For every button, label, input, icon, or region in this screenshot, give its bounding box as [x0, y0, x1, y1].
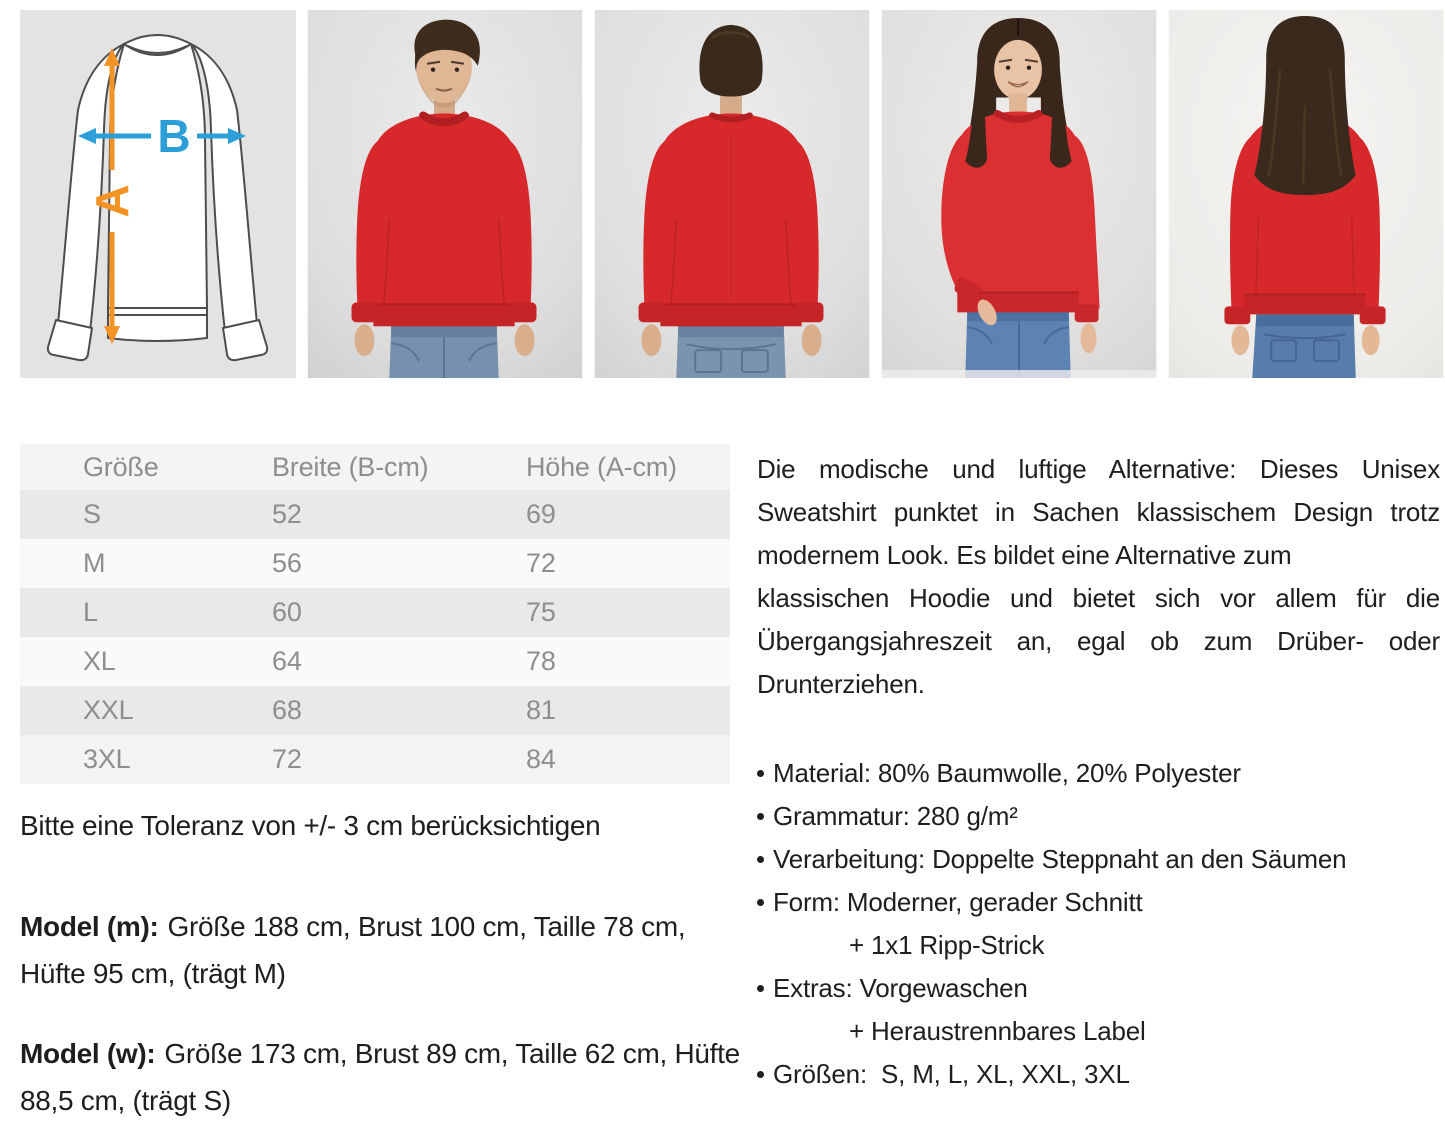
model-info-male [20, 903, 752, 997]
size-diagram [20, 10, 296, 378]
col-header-size: Größe [83, 452, 159, 482]
detail-item-extras: Extras: Vorgewaschen [757, 967, 1440, 1010]
product-description-column [757, 448, 1440, 1096]
size-row-l [20, 588, 730, 637]
size-row-xl [20, 637, 730, 686]
width-cell: 56 [272, 548, 302, 578]
product-image-strip [20, 10, 1444, 378]
height-cell: 72 [526, 548, 556, 578]
model-female-text: Größe 173 cm, Brust 89 cm, Taille 62 cm, Hüfte 88,5 cm, (trägt S) [20, 1038, 740, 1116]
size-row-3xl [20, 735, 730, 784]
photo-male-back-graphic [594, 10, 870, 378]
bullet-dot [757, 899, 764, 906]
description-line: Übergangsjahreszeit an, egal ob zum Drüber- oder [757, 626, 1440, 656]
size-cell: S [83, 499, 101, 529]
photo-female-back-graphic [1168, 10, 1444, 378]
bullet-dot [757, 985, 764, 992]
model-male-label: Model (m): [20, 911, 159, 942]
description-line: Sweatshirt punktet in Sachen klassischem Design trotz [757, 497, 1440, 527]
height-cell: 81 [526, 695, 556, 725]
size-cell: 3XL [83, 744, 131, 774]
size-row-s [20, 490, 730, 539]
model-female-label: Model (w): [20, 1038, 156, 1069]
size-cell: L [83, 597, 98, 627]
description-line: Die modische und luftige Alternative: Dieses Unisex [757, 454, 1440, 484]
bullet-dot [757, 1071, 764, 1078]
size-table-header [20, 444, 730, 490]
height-cell: 69 [526, 499, 556, 529]
bullet-dot [757, 770, 764, 777]
height-cell: 75 [526, 597, 556, 627]
photo-female-back [1168, 10, 1444, 378]
width-cell: 64 [272, 646, 302, 676]
bullet-dot [757, 813, 764, 820]
height-cell: 78 [526, 646, 556, 676]
width-label: B [157, 110, 191, 162]
size-cell: XXL [83, 695, 134, 725]
size-cell: XL [83, 646, 116, 676]
detail-item-verarbeitung: Verarbeitung: Doppelte Steppnaht an den Säumen [757, 838, 1440, 881]
width-cell: 52 [272, 499, 302, 529]
product-description [757, 448, 1440, 706]
detail-item-material: Material: 80% Baumwolle, 20% Polyester [757, 752, 1440, 795]
photo-male-front [307, 10, 583, 378]
width-cell: 60 [272, 597, 302, 627]
height-cell: 84 [526, 744, 556, 774]
height-label: A [86, 184, 138, 218]
detail-item-ripp-strick: + 1x1 Ripp-Strick [849, 930, 1045, 960]
detail-item-groessen: Größen: S, M, L, XL, XXL, 3XL [757, 1053, 1440, 1096]
size-table [20, 444, 730, 784]
size-row-xxl [20, 686, 730, 735]
photo-male-front-graphic [307, 10, 583, 378]
size-diagram-graphic [20, 10, 296, 378]
description-line: klassischen Hoodie und bietet sich vor allem für die [757, 583, 1440, 613]
model-info-female [20, 1030, 752, 1124]
width-cell: 72 [272, 744, 302, 774]
tolerance-note: Bitte eine Toleranz von +/- 3 cm berücksichtigen [20, 810, 601, 841]
detail-item-form: Form: Moderner, gerader Schnitt [757, 881, 1440, 924]
col-header-width: Breite (B-cm) [272, 452, 429, 482]
model-male-text: Größe 188 cm, Brust 100 cm, Taille 78 cm, Hüfte 95 cm, (trägt M) [20, 911, 686, 989]
size-row-m [20, 539, 730, 588]
photo-male-back [594, 10, 870, 378]
size-cell: M [83, 548, 106, 578]
photo-female-front [881, 10, 1157, 378]
description-line: Drunterziehen. [757, 669, 925, 699]
product-details-list [757, 752, 1440, 1096]
description-line: modernem Look. Es bildet eine Alternative zum [757, 540, 1292, 570]
photo-female-front-graphic [881, 10, 1157, 378]
detail-item-label: + Heraustrennbares Label [849, 1016, 1146, 1046]
bullet-dot [757, 856, 764, 863]
width-cell: 68 [272, 695, 302, 725]
col-header-height: Höhe (A-cm) [526, 452, 677, 482]
detail-item-grammatur: Grammatur: 280 g/m² [757, 795, 1440, 838]
